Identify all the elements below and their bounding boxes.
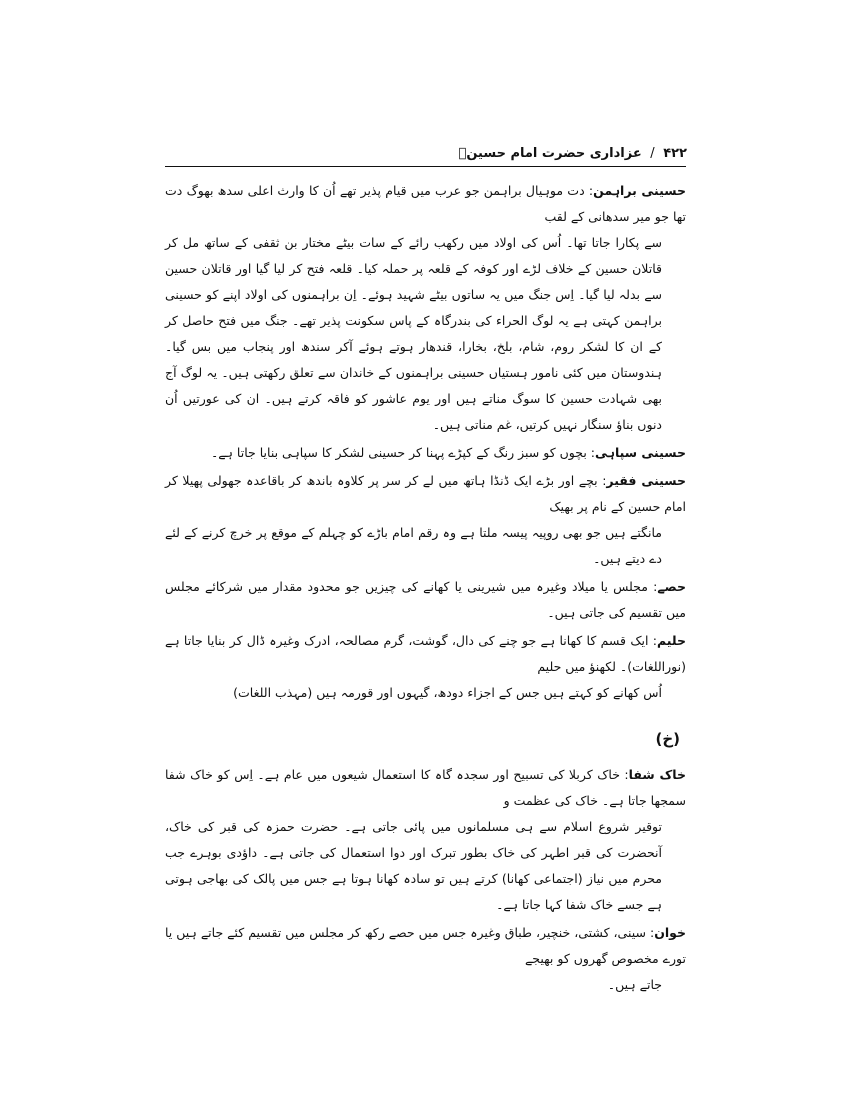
entry-definition-lead: : خاک کربلا کی تسبیح اور سجدہ گاہ کا استعمال شیعوں میں عام ہے۔ اِس کو خاک شفا سمجھا جاتا ہے۔ خاک کی عظمت و [165, 767, 686, 808]
book-title: عزاداری حضرت امام حسینؑ [458, 146, 642, 161]
entry-definition-continued: سے پکارا جاتا تھا۔ اُس کی اولاد میں رکھب رائے کے سات بیٹے مختار بن ثقفی کے ساتھ مل کر قاتلان حسین کے خلاف لڑے اور کوفہ کے قلعہ پر حملہ کیا۔ قلعہ فتح کر لیا گیا اور قاتلان حسین سے بدلہ لیا گیا۔ اِس جنگ میں یہ ساتوں بیٹے شہید ہوئے۔ اِن براہمنوں کی اولاد اپنے کو حسینی براہمن کہتی ہے یہ لوگ الحراء کی بندرگاہ کے پاس سکونت پذیر تھے۔ جنگ میں فتح حاصل کر کے ان کا لشکر روم، شام، بلخ، بخارا، قندھار ہوتے ہوئے آکر سندھ اور پنجاب میں بس گیا۔ ہندوستان میں کئی نامور ہستیاں حسینی براہمنوں کے خاندان سے تعلق رکھتی ہیں۔ یہ لوگ آج بھی شہادت حسین کا سوگ مناتے ہیں اور یوم عاشور کو فاقہ کرتے ہیں۔ ان کی عورتیں اُن دنوں بناؤ سنگار نہیں کرتیں، غم مناتی ہیں۔ [165, 235, 662, 432]
header-separator: / [650, 146, 655, 161]
glossary-entry-hisse [165, 574, 686, 626]
glossary-entry-khak-e-shifa [165, 762, 686, 918]
entry-definition-continued: جاتے ہیں۔ [607, 977, 662, 992]
entry-definition-lead: : بچے اور بڑے ایک ڈنڈا ہاتھ میں لے کر سر پر کلاوہ باندھ کر باقاعدہ جھولی پھیلا کر امام حسین کے نام پر بھیک [165, 473, 686, 514]
header-rule [165, 166, 686, 167]
entry-term: حلیم [656, 633, 686, 648]
entry-definition-lead: : دت موہیال براہمن جو عرب میں قیام پذیر تھے اُن کا وارث اعلی سدھ بھوگ دت تھا جو میر سدھانی کے لقب [165, 183, 686, 224]
running-header [459, 146, 687, 161]
glossary-entry-husaini-faqir [165, 468, 686, 572]
glossary-entry-khwan [165, 920, 686, 998]
entry-term: خاک شفا [628, 767, 686, 782]
page-body [165, 178, 686, 1000]
glossary-entry-haleem [165, 628, 686, 706]
entry-term: حسینی فقیر [606, 473, 686, 488]
glossary-entry-husaini-brahmin [165, 178, 686, 438]
entry-definition-lead: : ایک قسم کا کھانا ہے جو چنے کی دال، گوشت، گرم مصالحہ، ادرک وغیرہ ڈال کر بنایا جاتا ہے (نوراللغات)۔ لکھنؤ میں حلیم [165, 633, 686, 674]
entry-definition-continued: مانگتے ہیں جو بھی روپیہ پیسہ ملتا ہے وہ رقم امام باڑے کو چہلم کے موقع پر خرچ کرنے کے لئے دے دیتے ہیں۔ [165, 525, 662, 566]
entry-definition-continued: توقیر شروع اسلام سے ہی مسلمانوں میں پائی جاتی ہے۔ حضرت حمزہ کی قبر کی خاک، آنحضرت کی قبر اطہر کی خاک بطور تبرک اور دوا استعمال کی جاتی ہے۔ داؤدی بوہرے جب محرم میں نیاز (اجتماعی کھانا) کرتے ہیں تو سادہ کھانا ہوتا ہے جس میں پالک کی بھاجی ہوتی ہے جسے خاک شفا کہا جاتا ہے۔ [165, 819, 662, 912]
entry-term: حسینی سپاہی [595, 445, 686, 460]
entry-definition-lead: : مجلس یا میلاد وغیرہ میں شیرینی یا کھانے کی چیزیں جو محدود مقدار میں شرکائے مجلس میں تقسیم کی جاتی ہیں۔ [165, 579, 686, 620]
entry-term: حصے [657, 579, 686, 594]
page-number: ۴۲۲ [663, 146, 687, 161]
entry-term: حسینی براہمن [593, 183, 686, 198]
section-heading-kh: (خ) [655, 730, 680, 748]
glossary-entry-husaini-sipahi [165, 440, 686, 466]
entry-definition-lead: : سینی، کشتی، خنچیر، طباق وغیرہ جس میں حصے رکھ کر مجلس میں تقسیم کئے جاتے ہیں یا تورے مخصوص گھروں کو بھیجے [165, 925, 686, 966]
entry-definition-continued: اُس کھانے کو کہتے ہیں جس کے اجزاء دودھ، گیہوں اور قورمہ ہیں (مہذب اللغات) [233, 685, 662, 700]
entry-definition-lead: : بچوں کو سبز رنگ کے کپڑے پہنا کر حسینی لشکر کا سپاہی بنایا جاتا ہے۔ [210, 445, 595, 460]
entry-term: خوان [654, 925, 686, 940]
